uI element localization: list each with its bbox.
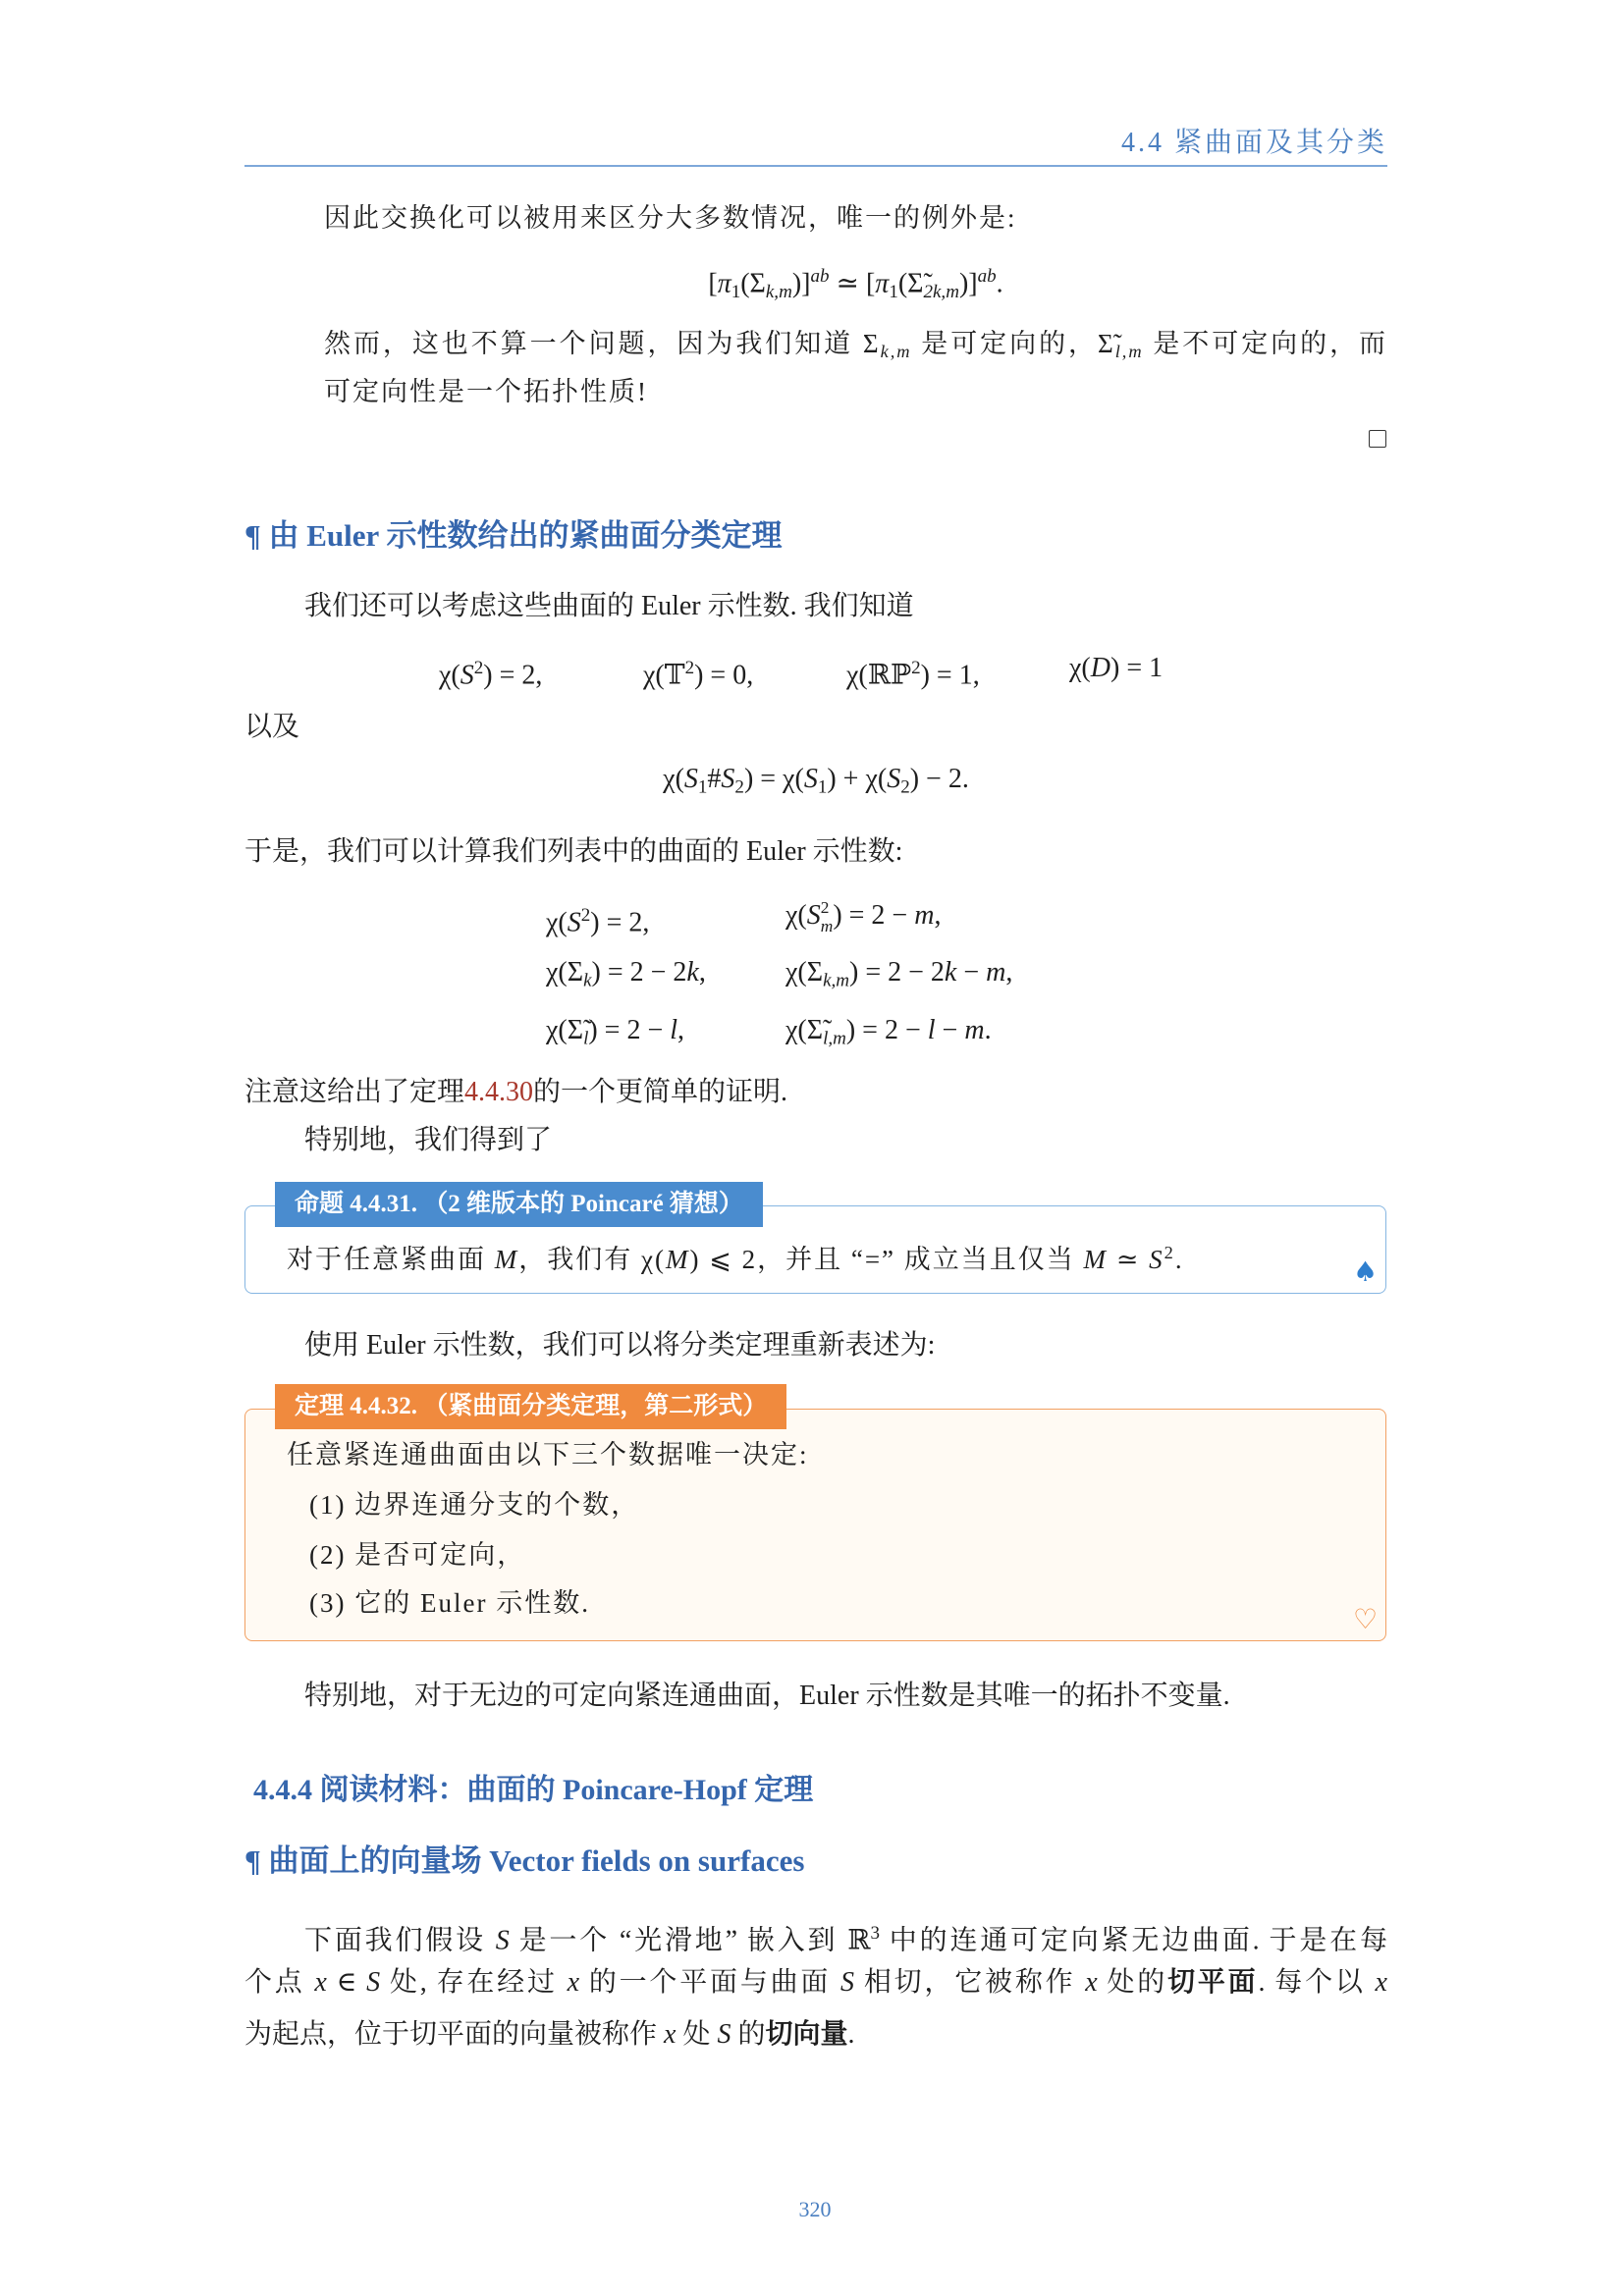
qed-square-icon (1369, 430, 1386, 448)
page-number: 320 (798, 2197, 832, 2221)
superscript: ab (810, 266, 830, 287)
paragraph-line: 个点 x ∈ S 处, 存在经过 x 的一个平面与曲面 S 相切，它被称作 x 处的切平面. 每个以 x (244, 1967, 1387, 1998)
paragraph-line: 注意这给出了定理4.4.30的一个更简单的证明. (244, 1077, 788, 1107)
proposition-title: 命题 4.4.31. （2 维版本的 Poincaré 猜想） (275, 1182, 763, 1227)
equation-item: χ(𝕋$^2$) = 0, (643, 658, 754, 691)
math-symbol: S (721, 764, 735, 794)
spade-icon: ♠ (1353, 1255, 1379, 1288)
subscript: l,m (823, 1028, 846, 1049)
theorem-intro: 任意紧连通曲面由以下三个数据唯一决定: (287, 1440, 809, 1469)
theorem-list-item: (2) 是否可定向， (309, 1540, 526, 1570)
math-symbol: S (460, 660, 474, 691)
theorem-list-item: (3) 它的 Euler 示性数. (309, 1588, 590, 1618)
bold-term: 切向量 (765, 2019, 848, 2050)
equation-table-cell: χ(S 2 m ) = 2 − m, (785, 898, 942, 935)
superscript: 3 (870, 1923, 880, 1944)
subscript: l,m (1114, 342, 1144, 362)
theorem-list-item: (1) 边界连通分支的个数， (309, 1490, 640, 1520)
math-symbol: x (567, 1967, 580, 1998)
superscript: 2 (473, 658, 484, 678)
subscript: 2k,m (923, 281, 959, 302)
math-symbol: S (887, 764, 901, 794)
superscript: 2 (580, 905, 591, 926)
superscript: 2 (684, 658, 695, 678)
theorem-title: 定理 4.4.32. （紧曲面分类定理，第二形式） (275, 1384, 786, 1429)
math-symbol: π (717, 268, 731, 299)
subsection-heading: 4.4.4 阅读材料：曲面的 Poincare-Hopf 定理 (253, 1774, 814, 1806)
display-equation: χ(S1#S2) = χ(S1) + χ(S2) − 2. (663, 764, 969, 798)
section-heading: ¶ 由 Euler 示性数给出的紧曲面分类定理 (244, 518, 783, 553)
paragraph-line: 为起点，位于切平面的向量被称作 x 处 S 的切向量. (244, 2019, 855, 2050)
equation-item: $\chi(S^2) = 2$, (439, 658, 543, 691)
superscript: 2 (911, 658, 921, 678)
equation-table-cell: χ(Σ̃l,m) = 2 − l − m. (785, 1015, 992, 1049)
equation-item: χ(ℝℙ$^2$) = 1, (846, 658, 980, 691)
subscript: 1 (697, 776, 708, 798)
paragraph-line: 以及 (244, 712, 300, 742)
math-symbol: k (944, 957, 957, 988)
stacked-scripts (821, 899, 834, 934)
math-symbol: x (1375, 1967, 1387, 1998)
paragraph-line: 因此交换化可以被用来区分大多数情况，唯一的例外是: (324, 203, 1017, 233)
math-symbol: D (1090, 653, 1110, 683)
math-symbol: x (314, 1967, 327, 1998)
math-symbol: l (927, 1015, 936, 1045)
subscript: k,m (880, 342, 912, 362)
math-symbol: M (494, 1245, 519, 1275)
math-symbol: S (806, 900, 821, 931)
math-symbol: S (567, 907, 581, 938)
paragraph-line: 特别地，我们得到了 (304, 1125, 553, 1155)
equation-table-cell: χ(Σk,m) = 2 − 2k − m, (785, 957, 1013, 991)
math-symbol: m (986, 957, 1006, 988)
bold-term: 切平面 (1167, 1967, 1259, 1998)
equation-item: χ(D) = 1 (1069, 653, 1164, 683)
paragraph-line: 下面我们假设 S 是一个 “光滑地” 嵌入到 ℝ$^3$ 中的连通可定向紧无边曲面. 于是在每 (304, 1914, 1387, 1953)
running-header-title: 4.4 紧曲面及其分类 (1120, 128, 1387, 158)
superscript: ab (977, 266, 997, 287)
math-symbol: m (914, 900, 935, 931)
math-symbol: S (366, 1967, 381, 1998)
paragraph-line: 于是，我们可以计算我们列表中的曲面的 Euler 示性数: (244, 836, 903, 867)
subscript: k,m (823, 970, 850, 991)
math-symbol: x (664, 2019, 677, 2050)
subscript: 1 (731, 281, 741, 302)
proposition-body: 对于任意紧曲面 M，我们有 χ(M) ⩽ 2，并且 “=” 成立当且仅当 M ≃ $S^2$. (287, 1243, 1184, 1275)
math-symbol: M (665, 1245, 690, 1275)
script-part: 2 (820, 898, 830, 918)
subscript: k (583, 970, 592, 991)
superscript: 2 (1164, 1243, 1175, 1262)
cross-reference-link[interactable]: 4.4.30 (464, 1077, 534, 1107)
math-symbol: x (1085, 1967, 1098, 1998)
header-rule (244, 165, 1387, 167)
math-symbol: S (495, 1925, 510, 1953)
subscript: 1 (889, 281, 898, 302)
subscript: 2 (900, 776, 910, 798)
display-equation: $[\pi 1(\Sigma k,m)]^{ab}$ ≃ [π1(Σ̃2k,m)]$^{ab}$. (708, 266, 1003, 302)
equation-table-cell: χ(Σk) = 2 − 2k, (546, 957, 706, 991)
equation-table-cell: χ(Σ̃l) = 2 − l, (546, 1015, 685, 1049)
paragraph-line: 我们还可以考虑这些曲面的 Euler 示性数. 我们知道 (304, 591, 914, 621)
math-symbol: S (1149, 1245, 1164, 1275)
math-symbol: S (717, 2019, 731, 2050)
paragraph-line: 然而，这也不算一个问题，因为我们知道 Σk,m 是可定向的，Σ̃l,m 是不可定向的，而 (324, 329, 1387, 362)
math-symbol: l (670, 1015, 678, 1045)
heart-icon: ♡ (1353, 1603, 1379, 1635)
math-symbol: M (1083, 1245, 1109, 1275)
math-symbol: m (964, 1015, 985, 1045)
subscript: 1 (817, 776, 828, 798)
subscript: 2 (734, 776, 744, 798)
math-symbol: S (840, 1967, 855, 1998)
script-part: m (820, 916, 834, 935)
equation-table-cell: $\chi(S^2) = 2$, (546, 905, 650, 938)
paragraph-line: 使用 Euler 示性数，我们可以将分类定理重新表述为: (304, 1330, 936, 1361)
subscript: l (583, 1028, 589, 1049)
paragraph-line: 可定向性是一个拓扑性质! (324, 377, 648, 406)
math-symbol: S (803, 764, 818, 794)
math-symbol: π (875, 268, 890, 299)
math-symbol: S (683, 764, 698, 794)
math-symbol: k (686, 957, 699, 988)
paragraph-line: 特别地，对于无边的可定向紧连通曲面，Euler 示性数是其唯一的拓扑不变量. (304, 1681, 1230, 1711)
section-heading: ¶ 曲面上的向量场 Vector fields on surfaces (244, 1843, 805, 1878)
subscript: k,m (765, 281, 792, 302)
